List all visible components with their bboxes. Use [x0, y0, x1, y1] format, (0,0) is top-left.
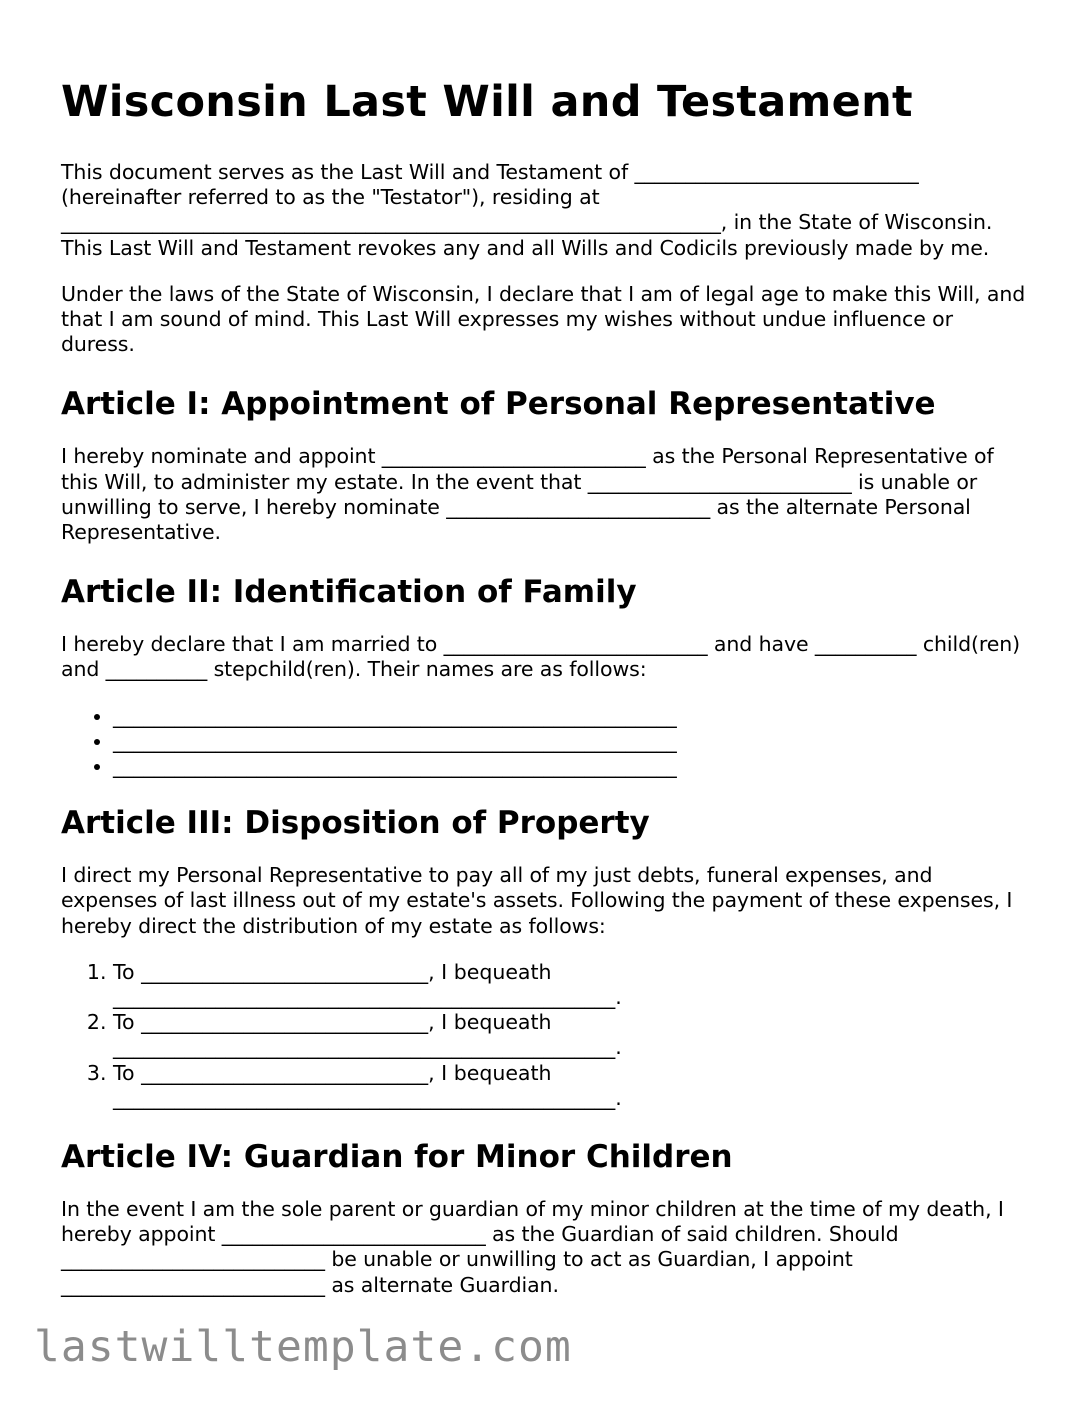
bequest-item: 2. To ____________________________, I bequeath _________________________________________________.	[113, 1010, 1026, 1060]
article-1-heading: Article I: Appointment of Personal Representative	[61, 386, 936, 423]
child-name-line: • _______________________________________________________	[113, 729, 1026, 754]
article-3-heading: Article III: Disposition of Property	[61, 805, 650, 842]
bequest-item: 1. To ____________________________, I bequeath _________________________________________________.	[113, 960, 1026, 1010]
children-list	[61, 704, 1026, 780]
child-name-line: • _______________________________________________________	[113, 704, 1026, 729]
bequest-item: 3. To ____________________________, I bequeath _________________________________________________.	[113, 1061, 1026, 1111]
article-2-text: I hereby declare that I am married to __________________________ and have __________ child(ren) and __________ stepchild(ren). Their names are as follows:	[61, 632, 1021, 682]
will-document	[61, 74, 1026, 1298]
bequest-list	[61, 960, 1026, 1111]
article-1-text: I hereby nominate and appoint __________________________ as the Personal Representative of this Will, to administer my estate. In the event that __________________________ is unable or unwilling to serve, I hereby nominate __________________________ as the alternate Personal Representative.	[61, 444, 994, 545]
document-title: Wisconsin Last Will and Testament	[61, 77, 913, 127]
legal-age-paragraph: Under the laws of the State of Wisconsin, I declare that I am of legal age to make this Will, and that I am sound of mind. This Last Will expresses my wishes without undue influence or duress.	[61, 281, 1026, 357]
child-name-line: • _______________________________________________________	[113, 754, 1026, 779]
article-4-text: In the event I am the sole parent or guardian of my minor children at the time of my death, I hereby appoint __________________________ as the Guardian of said children. Should __________________________ be unable or unwilling to act as Guardian, I appoint __________________________ as alternate Guardian.	[61, 1197, 1004, 1297]
article-4-heading: Article IV: Guardian for Minor Children	[61, 1139, 733, 1176]
watermark: lastwilltemplate.com	[34, 1322, 572, 1372]
article-3-text: I direct my Personal Representative to pay all of my just debts, funeral expenses, and expenses of last illness out of my estate's assets. Following the payment of these expenses, I hereby direct the distribution of my estate as follows:	[61, 863, 1013, 938]
intro-paragraph: This document serves as the Last Will and Testament of ____________________________ (hereinafter referred to as the "Testator"), residing at _________________________________________________________________, in the State of Wisconsin. This Last Will and Testament revokes any and all Wills and Codicils previously made by me.	[61, 160, 993, 260]
article-2-heading: Article II: Identification of Family	[61, 574, 637, 611]
